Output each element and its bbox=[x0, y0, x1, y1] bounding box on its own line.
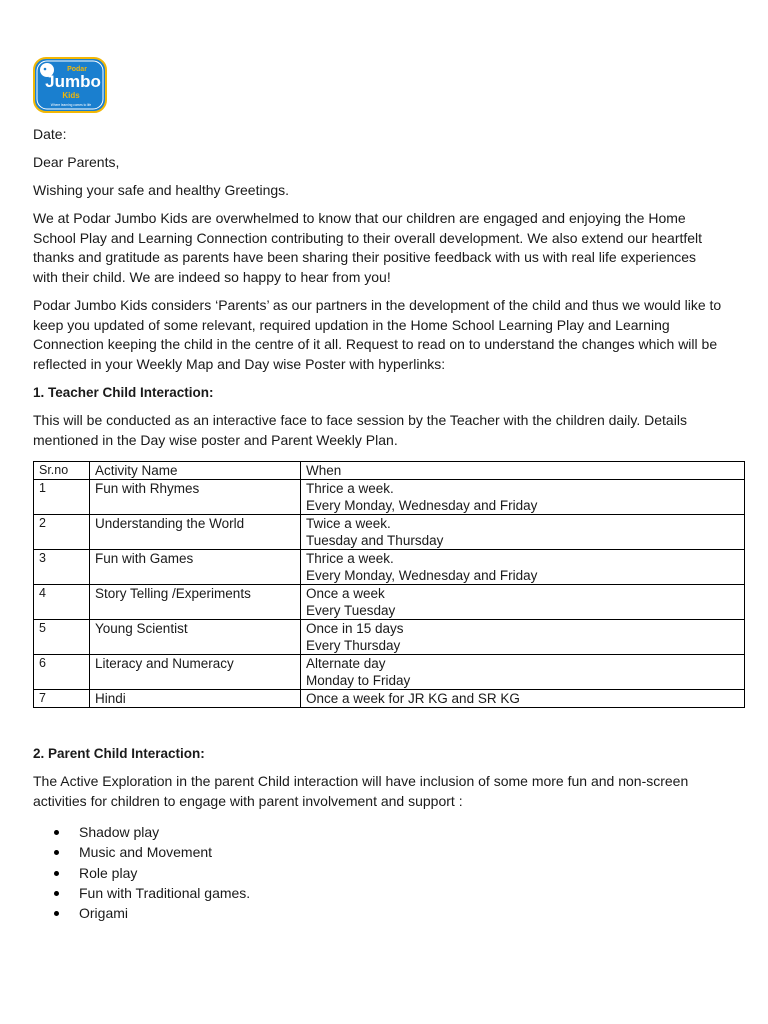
cell-activity: Fun with Rhymes bbox=[90, 480, 301, 515]
section-2-body: The Active Exploration in the parent Child interaction will have inclusion of some more fun and non-screen activities for children to engage with parent involvement and support : bbox=[33, 773, 689, 809]
bullet-icon bbox=[54, 830, 59, 835]
list-item-label: Role play bbox=[79, 864, 138, 881]
cell-activity: Fun with Games bbox=[90, 550, 301, 585]
table-row bbox=[34, 620, 745, 655]
header-activity: Activity Name bbox=[90, 462, 301, 480]
list-item bbox=[50, 883, 250, 903]
list-item-label: Fun with Traditional games. bbox=[79, 884, 251, 901]
list-item bbox=[50, 863, 250, 883]
cell-when bbox=[301, 585, 745, 620]
activity-table bbox=[33, 461, 745, 708]
cell-activity: Literacy and Numeracy bbox=[90, 655, 301, 690]
table-row bbox=[34, 515, 745, 550]
bullet-icon bbox=[54, 850, 59, 855]
header-when: When bbox=[301, 462, 745, 480]
bullet-icon bbox=[54, 871, 59, 876]
when-days: Every Monday, Wednesday and Friday bbox=[306, 568, 538, 583]
list-item-label: Origami bbox=[79, 905, 129, 922]
when-days: Every Thursday bbox=[306, 638, 401, 653]
when-frequency: Twice a week. bbox=[306, 516, 391, 531]
when-days: Tuesday and Thursday bbox=[306, 533, 444, 548]
table-row bbox=[34, 550, 745, 585]
activity-bullet-list bbox=[50, 822, 250, 923]
when-frequency: Once in 15 days bbox=[306, 621, 404, 636]
bullet-icon bbox=[54, 891, 59, 896]
when-frequency: Thrice a week. bbox=[306, 481, 394, 496]
table-row bbox=[34, 690, 745, 708]
table-row bbox=[34, 480, 745, 515]
table-row bbox=[34, 655, 745, 690]
section-1-body: This will be conducted as an interactive face to face session by the Teacher with the children daily. Details mentioned in the Day wise poster and Parent Weekly Plan. bbox=[33, 412, 687, 448]
cell-when bbox=[301, 515, 745, 550]
section-1-heading: 1. Teacher Child Interaction: bbox=[33, 385, 214, 400]
list-item bbox=[50, 842, 250, 862]
when-days: Monday to Friday bbox=[306, 673, 411, 688]
cell-srno: 5 bbox=[34, 620, 90, 655]
table-header-row bbox=[34, 462, 745, 480]
paragraph-1: We at Podar Jumbo Kids are overwhelmed to know that our children are engaged and enjoying the Home School Play and Learning Connection contributing to their overall development. We also extend our heartfelt thanks and gratitude as parents have been sharing their positive feedback with us with real life experiences with their child. We are indeed so happy to hear from you! bbox=[33, 210, 703, 285]
logo-top-word: Podar bbox=[67, 66, 87, 73]
logo-sub: Kids bbox=[62, 91, 80, 100]
cell-activity: Understanding the World bbox=[90, 515, 301, 550]
paragraph-2: Podar Jumbo Kids considers ‘Parents’ as our partners in the development of the child and thus we would like to keep you updated of some relevant, required updation in the Home School Learning Play and Learning Connection keeping the child in the centre of it all. Request to read on to understand the changes which will be reflected in your Weekly Map and Day wise Poster with hyperlinks: bbox=[33, 297, 722, 372]
cell-activity: Hindi bbox=[90, 690, 301, 708]
when-days: Every Monday, Wednesday and Friday bbox=[306, 498, 538, 513]
when-frequency: Alternate day bbox=[306, 656, 386, 671]
cell-when bbox=[301, 655, 745, 690]
cell-srno: 7 bbox=[34, 690, 90, 708]
section-2-heading: 2. Parent Child Interaction: bbox=[33, 746, 205, 761]
cell-srno: 2 bbox=[34, 515, 90, 550]
cell-activity: Story Telling /Experiments bbox=[90, 585, 301, 620]
salutation: Dear Parents, bbox=[33, 154, 120, 170]
header-srno: Sr.no bbox=[34, 462, 90, 480]
cell-when bbox=[301, 480, 745, 515]
cell-when: Once a week for JR KG and SR KG bbox=[301, 690, 745, 708]
cell-when bbox=[301, 550, 745, 585]
bullet-icon bbox=[54, 911, 59, 916]
list-item bbox=[50, 903, 250, 923]
logo-tagline: Where learning comes to life bbox=[50, 103, 92, 107]
cell-srno: 3 bbox=[34, 550, 90, 585]
cell-when bbox=[301, 620, 745, 655]
greeting: Wishing your safe and healthy Greetings. bbox=[33, 182, 290, 198]
cell-srno: 6 bbox=[34, 655, 90, 690]
table-row bbox=[34, 585, 745, 620]
podar-jumbo-kids-logo bbox=[33, 57, 109, 115]
list-item bbox=[50, 822, 250, 842]
date-label: Date: bbox=[33, 126, 67, 142]
cell-srno: 4 bbox=[34, 585, 90, 620]
cell-srno: 1 bbox=[34, 480, 90, 515]
list-item-label: Shadow play bbox=[79, 824, 160, 840]
when-days: Every Tuesday bbox=[306, 603, 396, 618]
when-frequency: Thrice a week. bbox=[306, 551, 394, 566]
logo-brand: Jumbo bbox=[45, 72, 101, 91]
when-frequency: Once a week bbox=[306, 586, 385, 601]
list-item-label: Music and Movement bbox=[79, 844, 213, 861]
cell-activity: Young Scientist bbox=[90, 620, 301, 655]
